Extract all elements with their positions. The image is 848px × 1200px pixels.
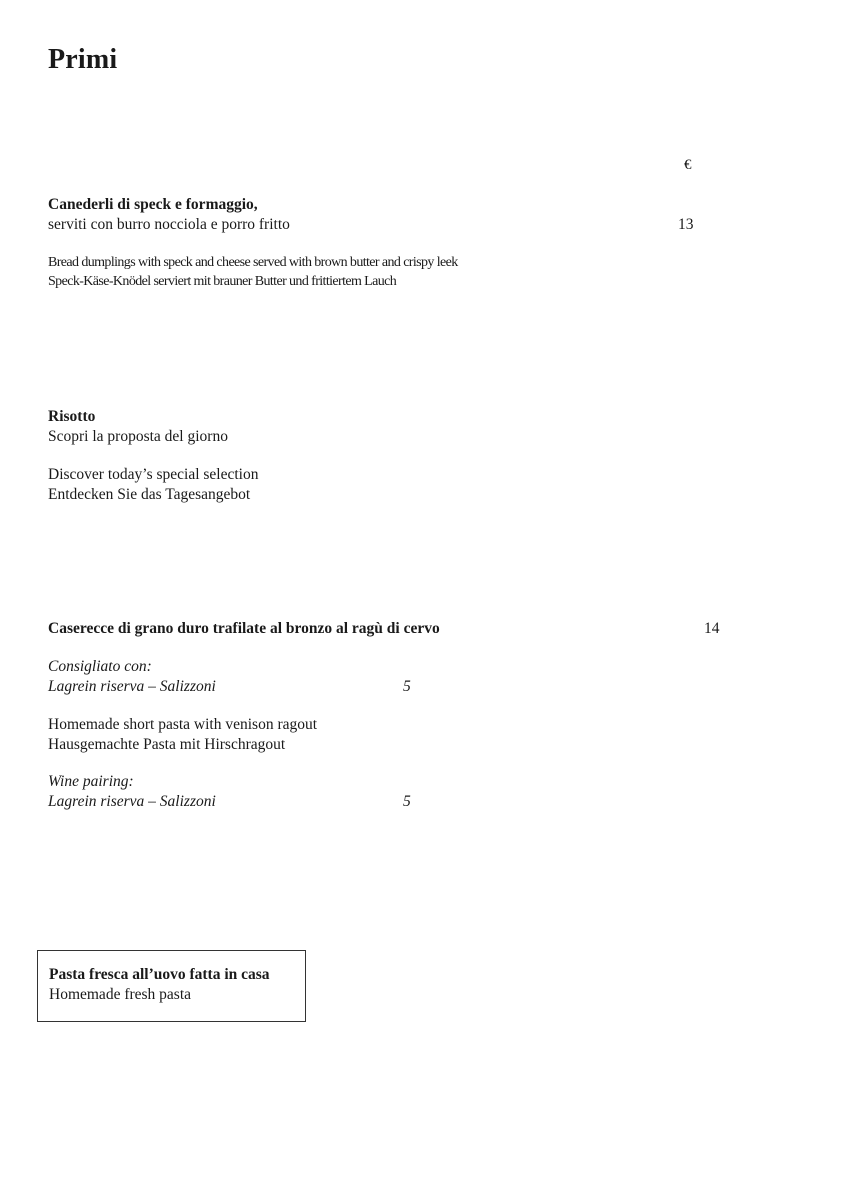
item-price-caserecce: 14 [704,620,720,637]
item-german-canederli: Speck-Käse-Knödel serviert mit brauner Butter und frittiertem Lauch [48,274,397,289]
item-price-canederli: 13 [678,216,694,233]
item-english-risotto: Discover today’s special selection [48,466,259,483]
pairing-wine-english: Lagrein riserva – Salizzoni [48,793,216,810]
pairing-label-italian: Consigliato con: [48,658,152,675]
item-name-caserecce: Caserecce di grano duro trafilate al bronzo al ragù di cervo [48,620,440,637]
fresh-pasta-note-box [37,950,306,1022]
pairing-price-italian: 5 [403,678,411,695]
item-german-risotto: Entdecken Sie das Tagesangebot [48,486,251,503]
item-subtitle-canederli: serviti con burro nocciola e porro fritto [48,216,290,233]
currency-symbol: € [684,157,692,173]
note-subtitle: Homemade fresh pasta [49,986,192,1003]
item-name-risotto: Risotto [48,408,96,425]
note-title: Pasta fresca all’uovo fatta in casa [49,966,270,983]
item-subtitle-risotto: Scopri la proposta del giorno [48,428,228,445]
item-english-canederli: Bread dumplings with speck and cheese served with brown butter and crispy leek [48,255,458,270]
pairing-label-english: Wine pairing: [48,773,134,790]
pairing-price-english: 5 [403,793,411,810]
item-german-caserecce: Hausgemachte Pasta mit Hirschragout [48,736,286,753]
item-english-caserecce: Homemade short pasta with venison ragout [48,716,318,733]
pairing-wine-italian: Lagrein riserva – Salizzoni [48,678,216,695]
page-title: Primi [48,44,118,75]
item-name-canederli: Canederli di speck e formaggio, [48,196,258,213]
